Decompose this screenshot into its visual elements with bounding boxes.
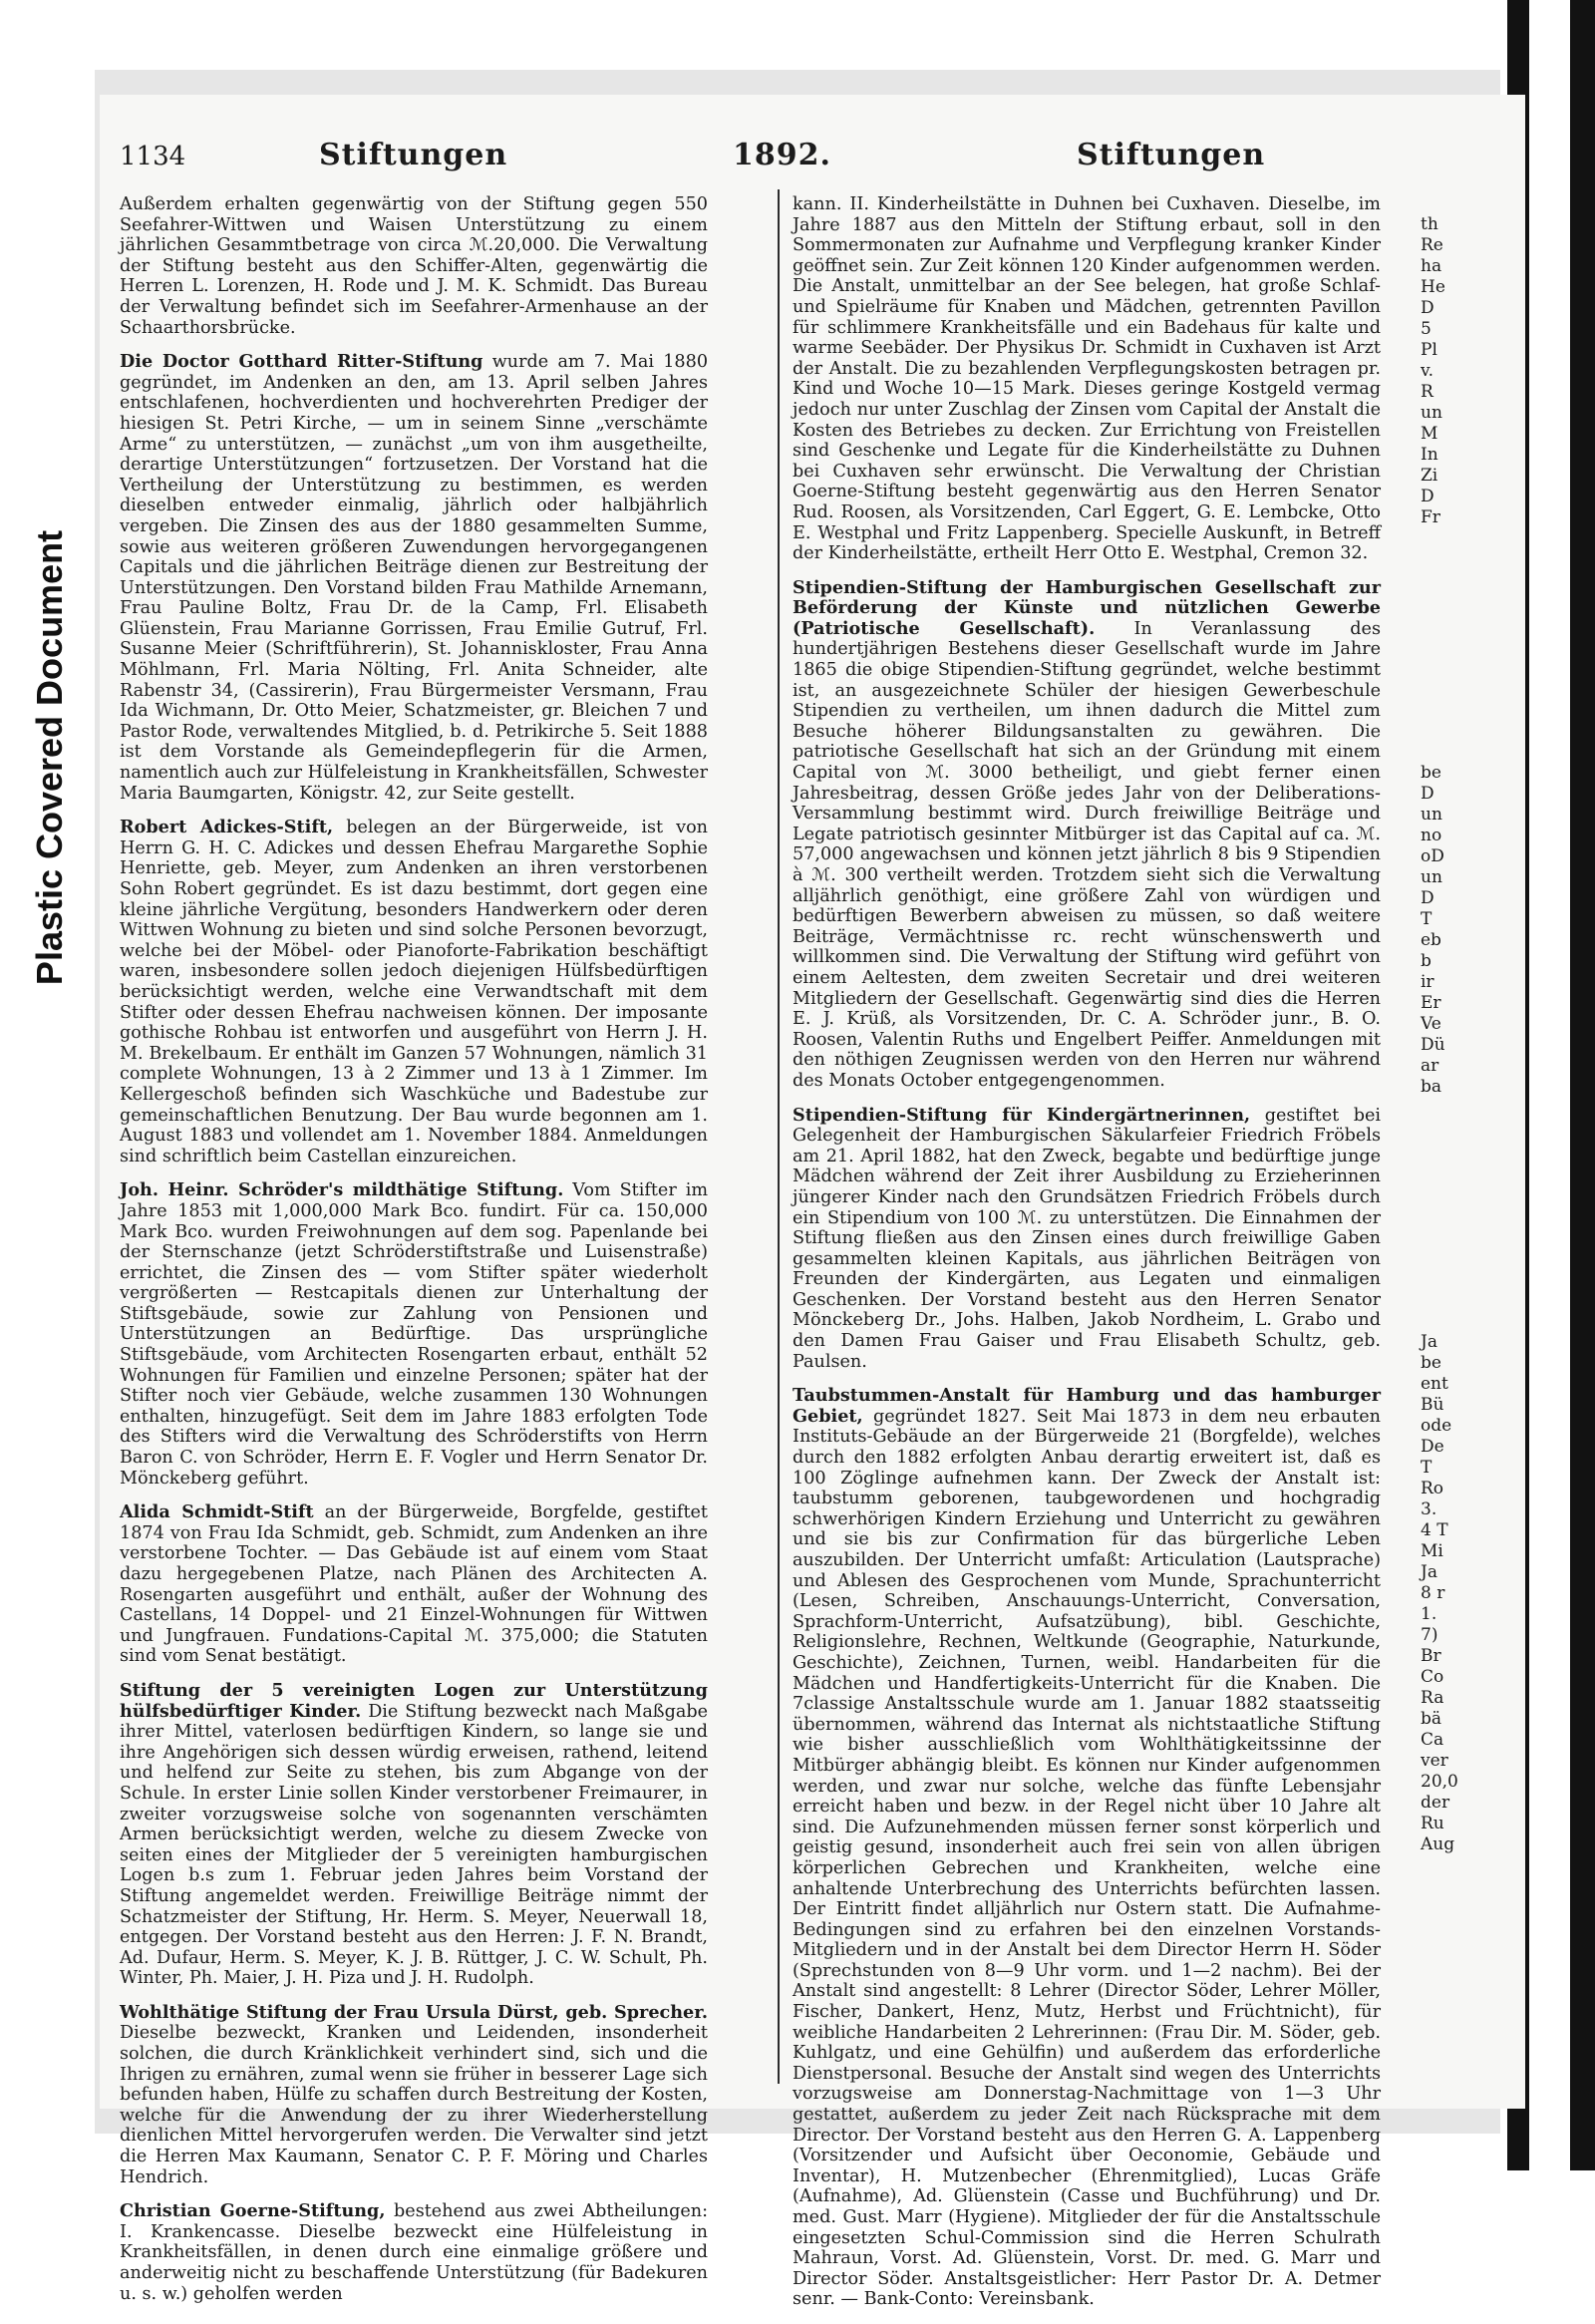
fragment-line: ode: [1421, 1416, 1452, 1436]
fragment-line: un: [1421, 867, 1442, 887]
fragment-line: oD: [1421, 846, 1444, 866]
entry-patriotische-stipendien: Stipendien-Stiftung der Hamburgischen Gesellschaft zur Beförderung der Künste und nützlichen Gewerbe (Patriotische Gesellschaft). In Veranlassung des hundertjährigen Bestehens dieser Gesellschaft wurde im Jahre 1865 die obige Stipendien-Stiftung gegründet, welche bestimmt ist, an ausgezeichnete Schüler der hiesigen Gewerbeschule Stipendien zu vertheilen, um ihnen dadurch die Mittel zum Besuche höherer Bildungsanstalten zu gewähren. Die patriotische Gesellschaft hat sich an der Gründung mit einem Capital von ℳ. 3000 betheiligt, und giebt ferner einen Jahresbeitrag, dessen Größe jedes Jahr von der Deliberations-Versammlung bestimmt wird. Durch freiwillige Beiträge und Legate patriotisch gesinnter Mitbürger ist das Capital auf ca. ℳ. 57,000 angewachsen und können jetzt jährlich 8 bis 9 Stipendien à ℳ. 300 vertheilt werden. Trotzdem sieht sich die Verwaltung alljährlich genöthigt, eine größere Zahl von würdigen und bedürftigen Bewerbern abweisen zu müssen, so daß weitere Beiträge, Vermächtnisse rc. recht wünschenswerth und willkommen sind. Die Verwaltung der Stiftung wird geführt von einem Aeltesten, dem zweiten Secretair und drei weiteren Mitgliedern der Gesellschaft. Gegenwärtig sind dies die Herren E. J. Krüß, als Vorsitzenden, Dr. C. A. Schröder junr., B. O. Roosen, Valentin Ruths und Engelbert Peiffer. Anmeldungen mit den nöthigen Zeugnissen werden von den Herren nur während des Monats October entgegengenommen.: [793, 576, 1381, 1091]
entry-title: Robert Adickes-Stift,: [120, 817, 334, 838]
fragment-line: De: [1421, 1437, 1444, 1457]
fragment-line: un: [1421, 805, 1442, 825]
fragment-line: 20,0: [1421, 1772, 1458, 1792]
fragment-group: [1421, 214, 1495, 528]
entry-title: Wohlthätige Stiftung der Frau Ursula Dürst, geb. Sprecher.: [120, 2001, 708, 2023]
fragment-line: Ca: [1421, 1730, 1444, 1750]
fragment-line: Br: [1421, 1646, 1441, 1666]
header-title-left: Stiftungen: [319, 138, 508, 172]
fragment-line: Ra: [1421, 1688, 1444, 1708]
entry-title: Alida Schmidt-Stift: [120, 1501, 314, 1523]
fragment-line: D: [1421, 784, 1435, 804]
entry-kinderheilstaette: kann. II. Kinderheilstätte in Duhnen bei Cuxhaven. Dieselbe, im Jahre 1887 aus den Mitteln der Stiftung erbaut, soll in den Sommermonaten zur Aufnahme und Verpflegung kranker Kinder geöffnet sein. Zur Zeit können 120 Kinder aufgenommen werden. Die Anstalt, unmittelbar an der See belegen, hat große Schlaf- und Spielräume für Knaben und Mädchen, getrennten Pavillon für schlimmere Krankheitsfälle und ein Badehaus für kalte und warme Seebäder. Der Physikus Dr. Schmidt in Cuxhaven ist Arzt der Anstalt. Die zu bezahlenden Verpflegungskosten betragen pr. Kind und Woche 10—15 Mark. Dieses geringe Kostgeld vermag jedoch nur unter Zuschlag der Zinsen vom Capital der Anstalt die Kosten des Betriebes zu decken. Zur Errichtung von Freistellen sind Geschenke und Legate für die Kinderheilstätte zu Duhnen bei Cuxhaven sehr erwünscht. Die Verwaltung der Christian Goerne-Stiftung besteht gegenwärtig aus den Herren Senator Rud. Roosen, als Vorsitzenden, Carl Eggert, G. E. Lembcke, Otto E. Westphal und Fritz Lappenberg. Specielle Auskunft, in Betreff der Kinderheilstätte, ertheilt Herr Otto E. Westphal, Cremon 32.: [793, 194, 1381, 564]
binding-edge-outer: [1570, 0, 1595, 2170]
fragment-line: bä: [1421, 1709, 1442, 1729]
fragment-line: T: [1421, 909, 1433, 929]
fragment-line: Dü: [1421, 1035, 1445, 1055]
entry-title: Die Doctor Gotthard Ritter-Stiftung: [120, 351, 483, 373]
fragment-line: Ru: [1421, 1814, 1444, 1833]
fragment-line: D: [1421, 487, 1435, 506]
fragment-line: Pl: [1421, 340, 1437, 360]
fragment-line: D: [1421, 888, 1435, 908]
fragment-line: T: [1421, 1458, 1433, 1478]
fragment-line: v.: [1421, 361, 1434, 381]
entry-kindergaertnerinnen: Stipendien-Stiftung für Kindergärtnerinnen, gestiftet bei Gelegenheit der Hamburgischen Säkularfeier Friedrich Fröbels am 21. April 1882, hat den Zweck, begabte und bedürftige junge Mädchen während der Zeit ihrer Ausbildung zu Erzieherinnen jüngerer Kinder nach den Grundsätzen Friedrich Fröbels durch ein Stipendium von 100 ℳ. zu unterstützen. Die Einnahmen der Stiftung fließen aus den Zinsen eines durch freiwillige Gaben gesammelten kleinen Kapitals, aus jährlichen Beiträgen von Freunden der Kindergärten, aus Legaten und einmaligen Geschenken. Der Vorstand besteht aus den Herren Senator Mönckeberg Dr., Johs. Halben, Jakob Nordheim, L. Grabo und den Damen Frau Gaiser und Frau Elisabeth Schultz, geb. Paulsen.: [793, 1104, 1382, 1372]
fragment-line: R: [1421, 382, 1434, 402]
fragment-line: 3.: [1421, 1499, 1437, 1519]
fragment-line: ir: [1421, 972, 1435, 992]
fragment-line: Re: [1421, 235, 1443, 255]
fragment-line: Fr: [1421, 507, 1440, 527]
fragment-line: ent: [1421, 1374, 1448, 1394]
fragment-line: Ja: [1421, 1332, 1437, 1352]
column-divider: [778, 189, 780, 2084]
fragment-line: 8 r: [1421, 1583, 1445, 1603]
entry-schroeder-stiftung: Joh. Heinr. Schröder's mildthätige Stiftung. Vom Stifter im Jahre 1853 mit 1,000,000 Mark Bco. fundirt. Für ca. 150,000 Mark Bco. wurden Freiwohnungen auf dem sog. Papenlande bei der Sternschanze (jetzt Schröderstiftstraße und Luisenstraße) errichtet, die Zinsen des — vom Stifter später wiederholt vergrößerten — Restcapitals dienen zur Unterhaltung der Stiftsgebäude, sowie zur Zahlung von Pensionen und Unterstützungen an Bedürftige. Das ursprüngliche Stiftsgebäude, vom Architecten Rosengarten erbaut, enthält 52 Wohnungen für Familien und einzelne Personen; später hat der Stifter noch vier Gebäude, welche zusammen 130 Wohnungen enthalten, hinzugefügt. Seit dem im Jahre 1883 erfolgten Tode des Stifters wird die Verwaltung des Schröderstifts von Herrn Baron C. von Schröder, Herrn E. F. Vogler und Herrn Senator Dr. Mönckeberg geführt.: [120, 1179, 709, 1489]
entry-logen-stiftung: Stiftung der 5 vereinigten Logen zur Unterstützung hülfsbedürftiger Kinder. Die Stiftung bezweckt nach Maßgabe ihrer Mittel, vaterlosen bedürftigen Kindern, so lange sie und ihre Angehörigen sich dessen würdig erweisen, rathend, leitend und helfend zur Seite zu stehen, bis zum Abgange von der Schule. In erster Linie sollen Kinder verstorbener Freimaurer, in zweiter vorzugsweise solche von sogenannten verschämten Armen berücksichtigt werden, welche zu diesem Zwecke von seiten eines der Mitglieder der 5 vereinigten hamburgischen Logen b.s zum 1. Februar jeden Jahres beim Vorstand der Stiftung angemeldet werden. Freiwillige Beiträge nimmt der Schatzmeister der Stiftung, Hr. Herm. S. Meyer, Neuerwall 18, entgegen. Der Vorstand besteht aus den Herren: J. F. N. Brandt, Ad. Dufaur, Herm. S. Meyer, K. J. B. Rüttger, J. C. W. Schult, Ph. Winter, Ph. Maier, J. H. Piza und J. H. Rudolph.: [120, 1679, 708, 1989]
entry-seefahrer: Außerdem erhalten gegenwärtig von der Stiftung gegen 550 Seefahrer-Wittwen und Waisen Unterstützung zu einem jährlichen Gesammtbetrage von circa ℳ.20,000. Die Verwaltung der Stiftung besteht aus den Schiffer-Alten, gegenwärtig die Herren L. Lorenzen, H. Rode und J. M. K. Schmidt. Das Bureau der Verwaltung befindet sich im Seefahrer-Armenhause an der Schaarthorsbrücke.: [120, 194, 708, 338]
fragment-line: ar: [1421, 1056, 1439, 1076]
fragment-line: th: [1421, 214, 1438, 234]
fragment-line: D: [1421, 298, 1435, 318]
fragment-line: Co: [1421, 1667, 1444, 1687]
fragment-line: b: [1421, 951, 1432, 971]
entry-title: Stipendien-Stiftung der Hamburgischen Gesellschaft zur Beförderung der Künste und nützlichen Gewerbe (Patriotische Gesellschaft).: [793, 576, 1381, 639]
header-title-right: Stiftungen: [1077, 138, 1266, 172]
fragment-line: M: [1421, 424, 1438, 444]
fragment-group: [1421, 1332, 1495, 1855]
fragment-line: 5: [1421, 319, 1432, 339]
fragment-group: [1421, 763, 1495, 1098]
fragment-line: ver: [1421, 1751, 1448, 1771]
fragment-line: Bü: [1421, 1395, 1444, 1415]
entry-alida-schmidt-stift: Alida Schmidt-Stift an der Bürgerweide, Borgfelde, gestiftet 1874 von Frau Ida Schmidt, geb. Schmidt, zum Andenken an ihre verstorbene Tochter. — Das Gebäude ist auf einem vom Staat dazu hergegebenen Platze, nach Plänen des Architecten A. Rosengarten ausgeführt und enthält, außer der Wohnung des Castellans, 14 Doppel- und 21 Einzel-Wohnungen für Wittwen und Jungfrauen. Fundations-Capital ℳ. 375,000; die Statuten sind vom Senat bestätigt.: [120, 1501, 709, 1667]
fragment-line: Aug: [1421, 1834, 1455, 1854]
side-label: [0, 0, 100, 2170]
fragment-line: ba: [1421, 1077, 1442, 1097]
fragment-line: be: [1421, 763, 1441, 783]
fragment-line: Zi: [1421, 466, 1438, 486]
entry-ritter-stiftung: Die Doctor Gotthard Ritter-Stiftung wurde am 7. Mai 1880 gegründet, im Andenken an den, am 13. April selben Jahres entschlafenen, hochverdienten und hochverehrten Prediger der hiesigen St. Petri Kirche, — um in seinem Sinne „verschämte Arme“ zu unterstützen, — zunächst „um von ihm ausgetheilte, derartige Unterstützungen“ fortzusetzen. Der Vorstand hat die Vertheilung der Unterstützung zu bestimmen, es werden dieselben entweder einmalig, jährlich oder halbjährlich vergeben. Die Zinsen des aus der 1880 gesammelten Summe, sowie aus weiteren größeren Zuwendungen hervorgegangenen Capitals und die jährlichen Beiträge dienen zur Bestreitung der Unterstützungen. Den Vorstand bilden Frau Mathilde Arnemann, Frau Pauline Boltz, Frau Dr. de la Camp, Frl. Elisabeth Glüenstein, Frau Marianne Gorrissen, Frau Emilie Gutruf, Frl. Susanne Meier (Schriftführerin), St. Johanniskloster, Frau Anna Möhlmann, Frl. Maria Nölting, Frl. Anita Schneider, alte Rabenstr 34, (Cassirerin), Frau Bürgermeister Versmann, Frau Ida Wichmann, Dr. Otto Meier, Schatzmeister, gr. Bleichen 7 und Pastor Rode, verwaltendes Mitglied, b. d. Petrikirche 5. Seit 1888 ist dem Vorstande als Gemeindepflegerin für die Armen, namentlich auch zur Hülfeleistung in Krankheitsfällen, Schwester Maria Baumgarten, Königstr. 42, zur Seite gestellt.: [120, 351, 709, 804]
fragment-line: Ve: [1421, 1014, 1441, 1034]
entry-title: Joh. Heinr. Schröder's mildthätige Stiftung.: [120, 1179, 564, 1201]
entry-taubstummen-anstalt: Taubstummen-Anstalt für Hamburg und das hamburger Gebiet, gegründet 1827. Seit Mai 1873 in dem neu erbauten Instituts-Gebäude an der Bürgerweide 21 (Borgfelde), welches durch den 1882 erfolgten Anbau derartig erweitert ist, daß es 100 Zöglinge aufnehmen kann. Der Zweck der Anstalt ist: taubstumm geborenen, taubgewordenen und hochgradig schwerhörigen Kindern Erziehung und Unterricht zu gewähren und sie bis zur Confirmation für das bürgerliche Leben auszubilden. Der Unterricht umfaßt: Articulation (Lautsprache) und Ablesen des Gesprochenen vom Munde, Sprachunterricht (Lesen, Schreiben, Anschauungs-Unterricht, Conversation, Sprachform-Unterricht, Aufsatzübung), bibl. Geschichte, Religionslehre, Rechnen, Weltkunde (Geographie, Naturkunde, Geschichte), Zeichnen, Turnen, weibl. Handarbeiten für die Mädchen und Handfertigkeits-Unterricht für die Knaben. Die 7classige Anstaltsschule wurde am 1. Januar 1882 staatsseitig übernommen, während das Internat als nichtstaatliche Stiftung wie bisher ausschließlich vom Wohlthätigkeitssinne der Mitbürger abhängig bleibt. Es können nur Kinder aufgenommen werden, und zwar nur solche, welche das fünfte Lebensjahr erreicht haben und bezw. in der Regel nicht über 10 Jahre alt sind. Die Aufzunehmenden müssen ferner sonst körperlich und geistig gesund, insonderheit auch frei sein von allen übrigen körperlichen Gebrechen und Krankheiten, welche eine anhaltende Unterbrechung des Unterrichts befürchten lassen. Der Eintritt findet alljährlich nur Ostern statt. Die Aufnahme-Bedingungen sind zu erfahren bei den einzelnen Vorstands-Mitgliedern und in der Anstalt bei dem Director Herrn H. Söder (Sprechstunden von 8—9 Uhr vorm. und 1—2 nachm). Bei der Anstalt sind angestellt: 8 Lehrer (Director Söder, Lehrer Möller, Fischer, Dankert, Henz, Mutz, Herbst und Früchtnicht), für weibliche Handarbeiten 2 Lehrerinnen: (Frau Dir. M. Söder, geb. Kuhlgatz, und eine Gehülfin) und außerdem das erforderliche Dienstpersonal. Besuche der Anstalt sind wegen des Unterrichts vorzugsweise am Donnerstag-Nachmittage von 1—3 Uhr gestattet, außerdem zu jeder Zeit nach Rücksprache mit dem Director. Der Vorstand besteht aus den Herren G. A. Lappenberg (Vorsitzender und Aufsicht über Oeconomie, Gebäude und Inventar), H. Mutzenbecher (Ehrenmitglied), Lucas Gräfe (Aufnahme), Ad. Glüenstein (Casse und Buchführung) und Dr. med. Gust. Marr (Hygiene). Mitglieder der für die Anstaltsschule eingesetzten Schul-Commission sind die Herren Schulrath Mahraun, Vorst. Ad. Glüenstein, Vorst. Dr. med. G. Marr und Director Söder. Anstaltsgeistlicher: Herr Pastor Dr. A. Detmer senr. — Bank-Conto: Vereinsbank.: [793, 1385, 1381, 2310]
side-label-text: Plastic Covered Document: [29, 529, 70, 986]
fragment-line: eb: [1421, 930, 1441, 950]
entry-title: Stipendien-Stiftung für Kindergärtnerinnen,: [793, 1104, 1251, 1126]
fragment-line: be: [1421, 1353, 1441, 1373]
fragment-line: no: [1421, 826, 1442, 845]
fragment-line: 7): [1421, 1625, 1438, 1645]
entry-title: Christian Goerne-Stiftung,: [120, 2200, 386, 2222]
fragment-line: In: [1421, 445, 1438, 465]
entry-title: Taubstummen-Anstalt für Hamburg und das hamburger Gebiet,: [793, 1385, 1381, 1427]
entry-goerne-stiftung: Christian Goerne-Stiftung, bestehend aus zwei Abtheilungen: I. Krankencasse. Dieselbe bezweckt eine Hülfeleistung in Krankheitsfällen, in denen durch eine einmalige größere und anderweitig nicht zu beschaffende Unterstützung (für Badekuren u. s. w.) geholfen werden: [120, 2200, 709, 2304]
fragment-line: Ja: [1421, 1562, 1437, 1582]
fragment-line: 1.: [1421, 1604, 1437, 1624]
entry-title: Stiftung der 5 vereinigten Logen zur Unterstützung hülfsbedürftiger Kinder.: [120, 1679, 708, 1722]
entry-duerst-stiftung: Wohlthätige Stiftung der Frau Ursula Dürst, geb. Sprecher. Dieselbe bezweckt, Kranken und Leidenden, insonderheit solchen, die durch Kränklichkeit verhindert sind, sich und die Ihrigen zu ernähren, zumal wenn sie früher in besserer Lage sich befunden haben, Hülfe zu schaffen durch Bestreitung der Kosten, welche für die Anwendung der zu ihrer Wiederherstellung dienlichen Mittel hervorgerufen werden. Die Verwalter sind jetzt die Herren Max Kaumann, Senator C. P. F. Möring und Charles Hendrich.: [120, 2001, 708, 2187]
fragment-line: Ro: [1421, 1479, 1444, 1498]
right-column: [793, 194, 1381, 2324]
fragment-line: He: [1421, 277, 1445, 297]
fragment-line: un: [1421, 403, 1442, 423]
next-page-fragments: [1421, 214, 1495, 1855]
page-header: [120, 120, 1495, 179]
page-number: 1134: [120, 142, 186, 171]
fragment-line: Mi: [1421, 1541, 1443, 1561]
header-year: 1892.: [733, 138, 831, 172]
fragment-line: Er: [1421, 993, 1441, 1013]
left-column: [120, 194, 708, 2318]
fragment-line: 4 T: [1421, 1520, 1448, 1540]
document-page: [100, 95, 1525, 2310]
entry-adickes-stift: Robert Adickes-Stift, belegen an der Bürgerweide, ist von Herrn G. H. C. Adickes und dessen Ehefrau Margarethe Sophie Henriette, geb. Meyer, zum Andenken an ihren verstorbenen Sohn Robert gegründet. Es ist dazu bestimmt, dort gegen eine kleine jährliche Vergütung, besonders Handwerkern oder deren Wittwen Wohnung zu bieten und sind solche Personen bevorzugt, welche bei der Möbel- oder Pianoforte-Fabrikation beschäftigt waren, insbesondere sollen jedoch diejenigen Hülfsbedürftigen berücksichtigt werden, welche eine Verwandtschaft mit dem Stifter oder dessen Ehefrau nachweisen können. Der imposante gothische Rohbau ist entworfen und ausgeführt von Herrn J. H. M. Brekelbaum. Er enthält im Ganzen 57 Wohnungen, nämlich 31 complete Wohnungen, 13 à 2 Zimmer und 13 à 1 Zimmer. Im Kellergeschoß befinden sich Waschküche und Badestube zur gemeinschaftlichen Benutzung. Der Bau wurde begonnen am 1. August 1883 und vollendet am 1. November 1884. Anmeldungen sind schriftlich beim Castellan einzureichen.: [120, 817, 709, 1166]
fragment-line: der: [1421, 1793, 1450, 1813]
fragment-line: ha: [1421, 256, 1442, 276]
